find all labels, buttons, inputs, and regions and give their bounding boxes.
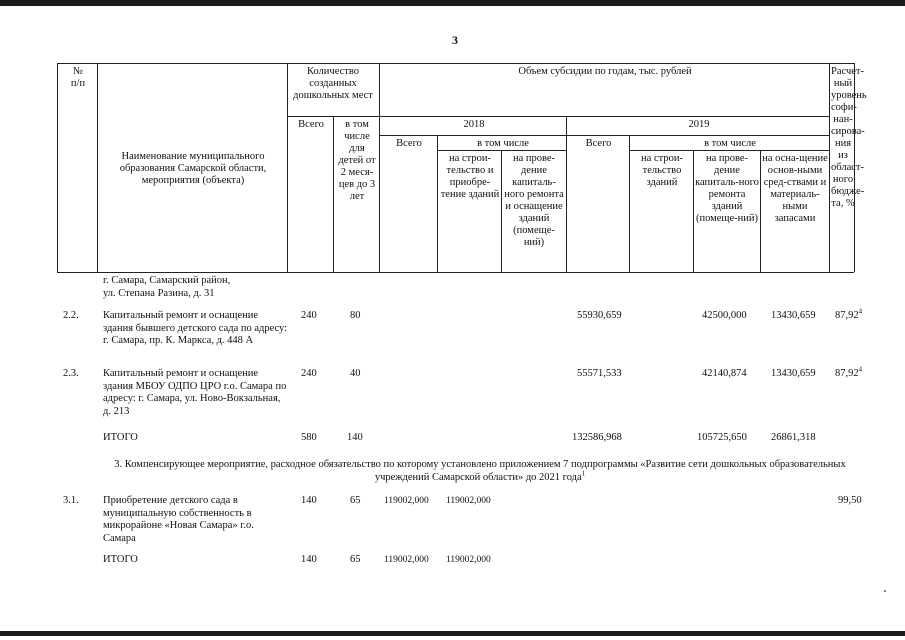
bottom-border — [0, 631, 905, 636]
section-3-title: 3. Компенсирующее мероприятие, расходное обязательство по которому установлено приложением 7 подпрограммы «Развитие сети дошкольных образовательных учреждений Самарской области» до 2021 года$^1$ — [114, 459, 846, 483]
row-name: Приобретение детского сада в муниципальную собственность в микрорайоне «Новая Самара» г.о. Самара — [103, 495, 254, 544]
row-under3: 80 — [350, 310, 361, 321]
row-equip-2019: 26861,318 — [771, 432, 816, 443]
header-year-2019: 2019 — [688, 119, 710, 130]
header-2019-construction: на строи-тельство зданий — [641, 153, 683, 188]
row-total-2019: 55930,659 — [577, 310, 622, 321]
row-name: Капитальный ремонт и оснащение здания МБОУ ОДПО ЦРО г.о. Самара по адресу: г. Самара, ул. Ново-Вокзальная, д. 213 — [103, 368, 287, 417]
row-total-2018: 119002,000 — [384, 555, 429, 565]
row-under3: 40 — [350, 368, 361, 379]
header-name: Наименование муниципального образования Самарской области, мероприятия (объекта) — [119, 151, 267, 186]
header-places-total: Всего — [298, 119, 324, 130]
row-under3: 65 — [350, 554, 361, 565]
row-total-2019: 55571,533 — [577, 368, 622, 379]
row-rate: 87,92$^4$ — [835, 307, 863, 321]
header-2019-equipment: на осна-щение основ-ными сред-ствами и материаль-ными запасами — [762, 153, 828, 224]
page-number: 3 — [452, 33, 458, 47]
row-construction-2018: 119002,000 — [446, 496, 491, 506]
header-2019-incl: в том числе — [704, 138, 756, 149]
row-places: 240 — [301, 310, 317, 321]
header-num: № п/п — [70, 66, 86, 89]
header-subsidy: Объем субсидии по годам, тыс. рублей — [518, 66, 692, 77]
header-2018-repair: на прове-дение капиталь-ного ремонта и оснащение зданий (помеще-ний) — [504, 153, 564, 248]
header-places-under3: в том числе для детей от 2 меся-цев до 3 лет — [338, 119, 376, 202]
row-places: 580 — [301, 432, 317, 443]
row-num: 2.3. — [63, 368, 79, 379]
header-2018-construction: на строи-тельство и приобре-тение зданий — [440, 153, 500, 200]
row-total-2019: 132586,968 — [572, 432, 622, 443]
row-places: 240 — [301, 368, 317, 379]
row-num: 2.2. — [63, 310, 79, 321]
row-repair-2019: 42140,874 — [702, 368, 747, 379]
header-2018-incl: в том числе — [477, 138, 529, 149]
header-2018-total: Всего — [396, 138, 422, 149]
row-under3: 140 — [347, 432, 363, 443]
row-name: Капитальный ремонт и оснащение здания бывшего детского сада по адресу: г. Самара, пр. К. Маркса, д. 448 А — [103, 310, 288, 346]
header-2019-total: Всего — [585, 138, 612, 149]
row-repair-2019: 42500,000 — [702, 310, 747, 321]
scan-speck — [884, 590, 886, 592]
row-num: 3.1. — [63, 495, 79, 506]
row-rate: 87,92$^4$ — [835, 365, 863, 379]
row-equip-2019: 13430,659 — [771, 310, 816, 321]
row-name-continuation: г. Самара, Самарский район, ул. Степана Разина, д. 31 — [103, 275, 231, 299]
row-repair-2019: 105725,650 — [697, 432, 747, 443]
row-equip-2019: 13430,659 — [771, 368, 816, 379]
row-places: 140 — [301, 554, 317, 565]
header-rate: Расчет-ный уровень софи-нан-сирова-ния из област-ного бюдже-та, % — [831, 66, 867, 209]
row-rate: 99,50 — [838, 495, 862, 506]
row-name: ИТОГО — [103, 432, 138, 443]
header-2019-repair: на прове-дение капиталь-ного ремонта зданий (помеще-ний) — [695, 153, 759, 224]
row-under3: 65 — [350, 495, 361, 506]
row-places: 140 — [301, 495, 317, 506]
row-name: ИТОГО — [103, 554, 138, 565]
top-border — [0, 0, 905, 6]
header-year-2018: 2018 — [463, 119, 485, 130]
header-places: Количество созданных дошкольных мест — [293, 66, 373, 101]
row-total-2018: 119002,000 — [384, 496, 429, 506]
row-construction-2018: 119002,000 — [446, 555, 491, 565]
